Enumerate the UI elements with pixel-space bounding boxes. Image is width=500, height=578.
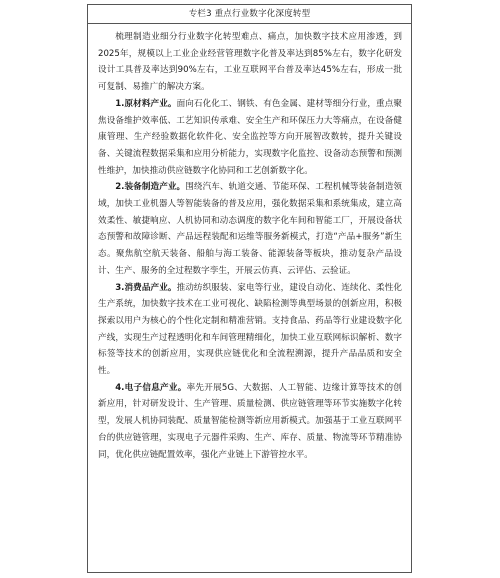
section-text: 率先开展5G、大数据、人工智能、边缘计算等技术的创新应用，针对研发设计、生产管理、质量检测、供应链管理等环节实施数字化转型，发展人机协同装配、质量智能检测等新应用新模式。加强基于工业互联网平台的供应链管理，实现电子元器件采购、生产、库存、质量、物流等环节精准协同，优化供应链配置效率，强化产业链上下游管控水平。 <box>98 382 402 460</box>
section-lead: 4.电子信息产业。 <box>115 382 187 393</box>
column-body <box>88 24 411 463</box>
section-equipment-manufacturing <box>98 179 402 279</box>
section-text: 面向石化化工、钢铁、有色金属、建材等细分行业，重点聚焦设备维护效率低、工艺知识传承难、安全生产和环保压力大等痛点，在设备健康管理、生产经验数据化软件化、安全监控等方向开展智改数转，提升关键设备、关键流程数据采集和应用分析能力，实现数字化监控、设备动态预警和预测性维护，加快推动供应链数字化协同和工艺创新数字化。 <box>98 98 402 176</box>
intro-paragraph: 梳理制造业细分行业数字化转型难点、痛点，加快数字技术应用渗透，到2025年，规模以上工业企业经营管理数字化普及率达到85%左右，数字化研发设计工具普及率达到90%左右，工业互联网平台普及率达45%左右，形成一批可复制、易推广的解决方案。 <box>98 32 402 93</box>
section-lead: 1.原材料产业。 <box>115 98 177 109</box>
section-consumer-goods <box>98 280 402 380</box>
section-lead: 2.装备制造产业。 <box>115 182 186 193</box>
section-text: 推动纺织服装、家电等行业，建设自动化、连续化、柔性化生产系统，加快数字技术在工业可视化、缺陷检测等典型场景的创新应用，积极探索以用户为核心的个性化定制和精准营销。支持食品、药品等行业建设数字化产线，实现生产过程透明化和车间管理精细化，加快工业互联网标识解析、数字标签等技术的创新应用，实现供应链优化和全流程溯源，提升产品品质和安全性。 <box>98 282 402 377</box>
column-box <box>87 4 412 573</box>
section-lead: 3.消费品产业。 <box>115 282 177 293</box>
section-electronics <box>98 380 402 464</box>
column-title: 专栏3 重点行业数字化深度转型 <box>88 5 411 24</box>
section-text: 围绕汽车、轨道交通、节能环保、工程机械等装备制造领域，加快工业机器人等智能装备的普及应用，强化数据采集和系统集成，建立高效柔性、敏捷响应、人机协同和动态调度的数字化车间和智能工厂，开展设备状态预警和故障诊断、产品远程装配和运维等服务新模式，打造“产品+服务”新生态。聚焦航空航天装备、船舶与海工装备、能源装备等板块，推动复杂产品设计、生产、服务的全过程数字孪生，开展云仿真、云评估、云验证。 <box>98 182 402 276</box>
section-raw-materials <box>98 96 402 180</box>
